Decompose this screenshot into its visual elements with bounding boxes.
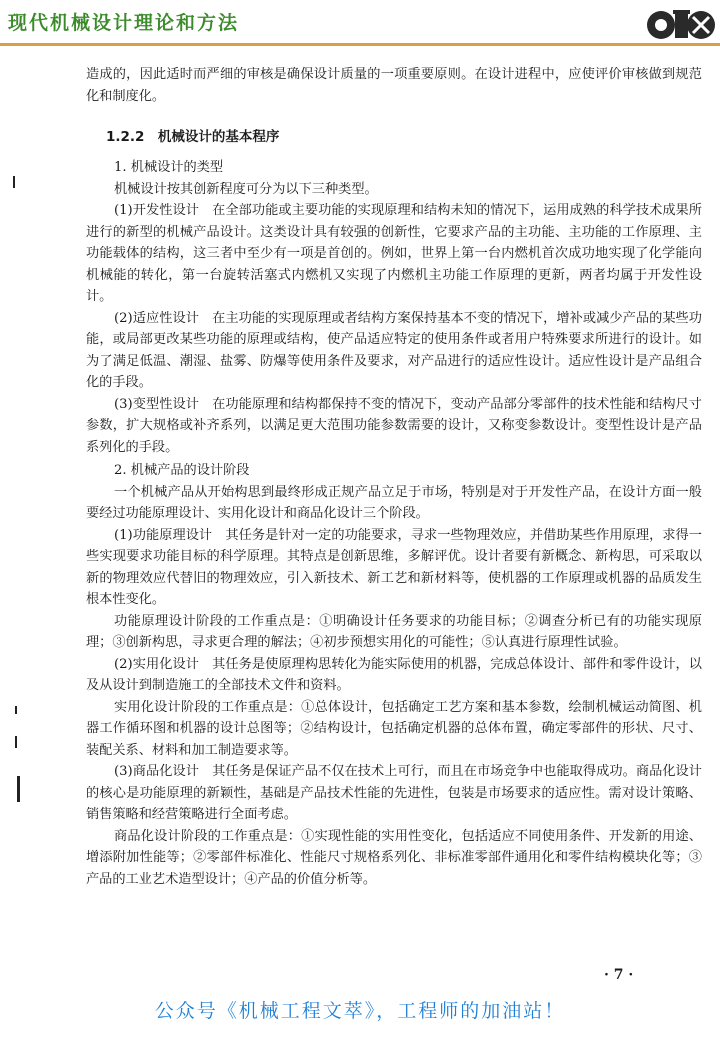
scan-mark <box>15 736 17 748</box>
page-header <box>0 0 720 54</box>
paragraph-practical-design: (2)实用化设计 其任务是使原理构思转化为能实际使用的机器，完成总体设计、部件和零件设计，以及从设计到制造施工的全部技术文件和资料。 <box>86 656 702 693</box>
book-title: 现代机械设计理论和方法 <box>8 12 240 34</box>
paragraph-function-principle: (1)功能原理设计 其任务是针对一定的功能要求，寻求一些物理效应，并借助某些作用原理，求得一些实现要求功能目标的科学原理。其特点是创新思维，多解评优。设计者要有新概念、新构思，可采取以新的物理效应代替旧的物理效应，引入新技术、新工艺和新材料等，使机器的工作原理或机器的品质发生根本性变化。 <box>86 527 702 607</box>
paragraph-adaptive-design: (2)适应性设计 在主功能的实现原理或者结构方案保持基本不变的情况下，增补或减少产品的某些功能，或局部更改某些功能的原理或结构，使产品适应特定的使用条件或者用户特殊要求所进行的设计。如为了满足低温、潮湿、盐雾、防爆等使用条件及要求，对产品进行的适应性设计。适应性设计是产品组合化的手段。 <box>86 310 702 390</box>
scan-mark <box>13 176 15 188</box>
logo-icon <box>646 4 716 46</box>
scan-mark <box>17 776 20 802</box>
header-rule <box>0 43 720 46</box>
subheading-design-stages: 2. 机械产品的设计阶段 <box>114 463 250 478</box>
paragraph-stages: 一个机械产品从开始构思到最终形成正规产品立足于市场，特别是对于开发性产品，在设计方面一般要经过功能原理设计、实用化设计和商品化设计三个阶段。 <box>86 484 702 521</box>
paragraph-intro: 造成的，因此适时而严细的审核是确保设计质量的一项重要原则。在设计进程中，应使评价审核做到规范化和制度化。 <box>86 67 702 104</box>
paragraph-types: 机械设计按其创新程度可分为以下三种类型。 <box>114 181 378 197</box>
paragraph-practical-focus: 实用化设计阶段的工作重点是：①总体设计，包括确定工艺方案和基本参数，绘制机械运动简图、机器工作循环图和机器的设计总图等；②结构设计，包括确定机器的总体布置，确定零部件的形状、尺寸、装配关系、材料和加工制造要求等。 <box>86 699 702 758</box>
page-body <box>86 64 702 890</box>
paragraph-development-design: (1)开发性设计 在全部功能或主要功能的实现原理和结构未知的情况下，运用成熟的科学技术成果所进行的新型的机械产品设计。这类设计具有较强的创新性，它要求产品的主功能、主功能的工作原理、主功能载体的结构，这三者中至少有一项是首创的。例如，世界上第一台内燃机首次成功地实现了化学能向机械能的转化，第一台旋转活塞式内燃机又实现了内燃机主功能工作原理的更新，两者均属于开发性设计。 <box>86 203 702 304</box>
section-heading: 1.2.2 机械设计的基本程序 <box>106 129 280 145</box>
page-number: · 7 · <box>604 967 634 983</box>
subheading-design-types: 1. 机械设计的类型 <box>114 160 224 175</box>
footer-banner: 公众号《机械工程文萃》，工程师的加油站！ <box>154 1000 566 1022</box>
paragraph-variant-design: (3)变型性设计 在功能原理和结构都保持不变的情况下，变动产品部分零部件的技术性能和结构尺寸参数，扩大规格或补齐系列，以满足更大范围功能参数需要的设计，又称变参数设计。变型性设计是产品系列化的手段。 <box>86 396 702 455</box>
paragraph-function-focus: 功能原理设计阶段的工作重点是：①明确设计任务要求的功能目标；②调查分析已有的功能实现原理；③创新构思，寻求更合理的解法；④初步预想实用化的可能性；⑤认真进行原理性试验。 <box>86 613 702 650</box>
paragraph-commercial-design: (3)商品化设计 其任务是保证产品不仅在技术上可行，而且在市场竞争中也能取得成功。商品化设计的核心是功能原理的新颖性，基础是产品技术性能的先进性，包装是市场要求的适应性。需对设计策略、销售策略和经营策略进行全面考虑。 <box>86 764 702 822</box>
scan-mark <box>15 706 17 714</box>
paragraph-commercial-focus: 商品化设计阶段的工作重点是：①实现性能的实用性变化，包括适应不同使用条件、开发新的用途、增添附加性能等；②零部件标准化、性能尺寸规格系列化、非标准零部件通用化和零件结构模块化等；③产品的工业艺术造型设计；④产品的价值分析等。 <box>86 828 702 887</box>
